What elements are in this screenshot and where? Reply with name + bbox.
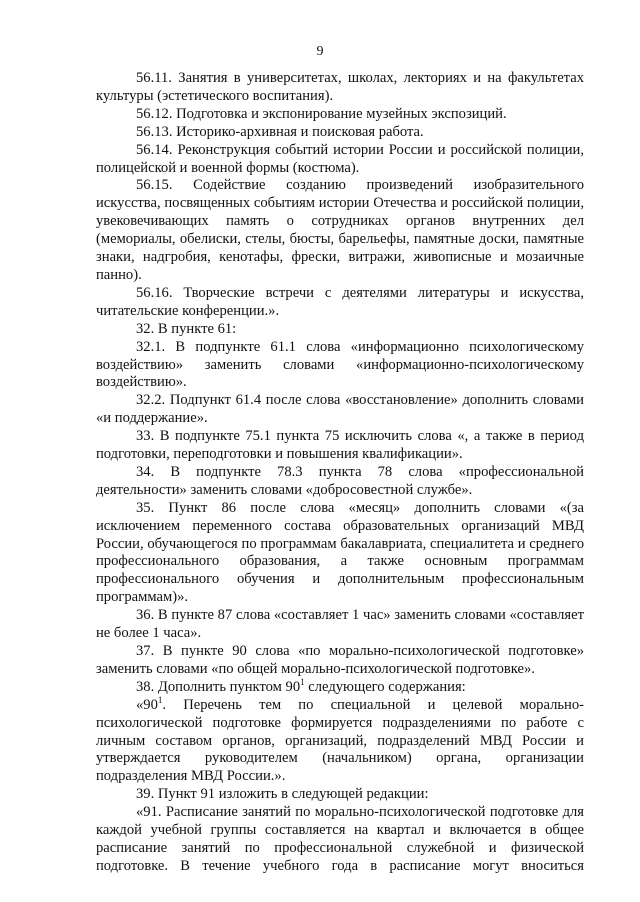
paragraph-38-tail: следующего содержания: [304, 678, 466, 695]
paragraph-37: 37. В пункте 90 слова «по морально-психологической подготовке» заменить словами «по общей морально-психологической подготовке». [96, 643, 584, 677]
paragraph-91: «91. Расписание занятий по морально-психологической подготовке для каждой учебной группы составляется на квартал и включается в общее расписание занятий по профессиональной служебной и физической подготовке. В течение учебного года в расписание могут вноситься [96, 804, 584, 874]
paragraph-90-1-superscript: 1 [157, 694, 163, 705]
paragraph-32-2: 32.2. Подпункт 61.4 после слова «восстановление» дополнить словами «и поддержание». [96, 392, 584, 427]
paragraph-90-1-text: . Перечень тем по специальной и целевой морально-психологической подготовке формируется подразделениями по работе с личным составом органов, организаций, подразделений МВД России и утверждается руководителем (начальником) органа, организации подразделения МВД России.». [96, 696, 584, 785]
paragraph-38 [96, 676, 584, 697]
paragraph-33: 33. В подпункте 75.1 пункта 75 исключить слова «, а также в период подготовки, переподготовки и повышения квалификации». [96, 428, 584, 463]
paragraph-34: 34. В подпункте 78.3 пункта 78 слова «профессиональной деятельности» заменить словами «добросовестной службе». [96, 463, 584, 498]
paragraph-56-13: 56.13. Историко-архивная и поисковая работа. [136, 123, 424, 140]
paragraph-32: 32. В пункте 61: [136, 320, 237, 337]
paragraph-56-14: 56.14. Реконструкция событий истории России и российской полиции, полицейской и военной формы (костюма). [96, 141, 584, 176]
paragraph-38-superscript: 1 [300, 676, 305, 687]
paragraph-90-1-lead: «90 [136, 696, 158, 713]
paragraph-90-1 [96, 694, 584, 787]
paragraph-56-16: 56.16. Творческие встречи с деятелями литературы и искусства, читательские конференции.». [96, 284, 584, 319]
paragraph-32-1: 32.1. В подпункте 61.1 слова «информационно психологическому воздействию» заменить словами «информационно-психологическому воздействию». [96, 338, 584, 391]
paragraph-38-text: 38. Дополнить пунктом 90 [136, 678, 301, 695]
document-body [96, 70, 584, 876]
paragraph-39: 39. Пункт 91 изложить в следующей редакции: [136, 786, 429, 803]
paragraph-36: 36. В пункте 87 слова «составляет 1 час» заменить словами «составляет не более 1 часа». [96, 607, 584, 642]
paragraph-35: 35. Пункт 86 после слова «месяц» дополнить словами «(за исключением переменного состава образовательных организаций МВД России, обучающегося по программам бакалавриата, специалитета и среднего профессионального образования, а также основным программам профессионального обучения и дополнительным профессиональным программам)». [96, 499, 584, 606]
page-number: 9 [316, 44, 324, 59]
paragraph-56-12: 56.12. Подготовка и экспонирование музейных экспозиций. [136, 105, 507, 122]
paragraph-56-11: 56.11. Занятия в университетах, школах, лекториях и на факультетах культуры (эстетического воспитания). [96, 70, 584, 104]
paragraph-56-15: 56.15. Содействие созданию произведений изобразительного искусства, посвященных событиям истории Отечества и российской полиции, увековечивающих память о сотрудниках органов внутренних дел (мемориалы, обелиски, стелы, бюсты, барельефы, памятные доски, памятные знаки, надгробия, кенотафы, фрески, витражи, живописные и мозаичные панно). [96, 177, 584, 283]
